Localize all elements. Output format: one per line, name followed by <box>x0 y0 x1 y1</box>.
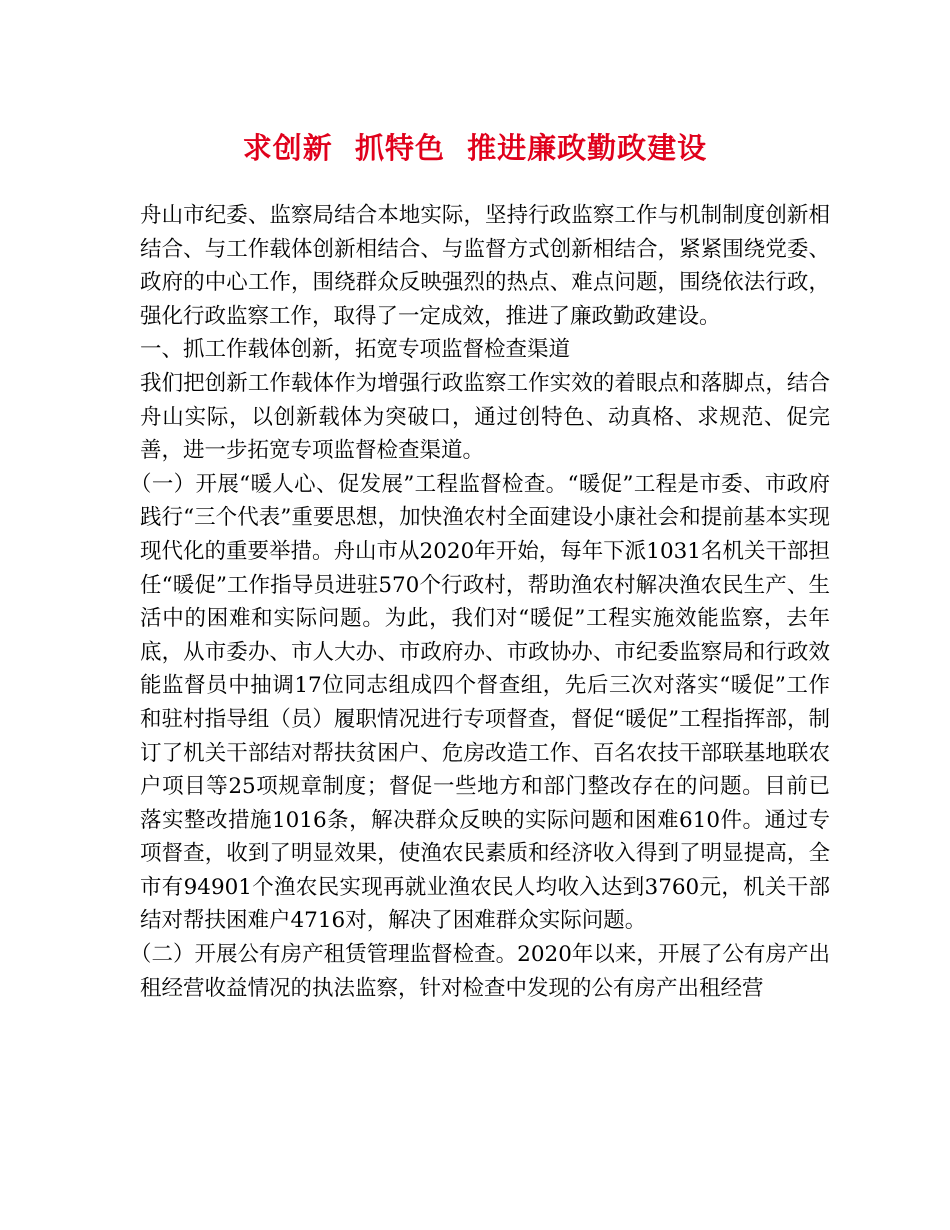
section-heading-1: 一、抓工作载体创新，拓宽专项监督检查渠道 <box>140 337 571 363</box>
document-title: 求创新 抓特色 推进廉政勤政建设 <box>242 131 708 165</box>
intro-paragraph: 舟山市纪委、监察局结合本地实际，坚持行政监察工作与机制制度创新相结合、与工作载体创新相结合、与监督方式创新相结合，紧紧围绕党委、政府的中心工作，围绕群众反映强烈的热点、难点问题，围绕依法行政，强化行政监察工作，取得了一定成效，推进了廉政勤政建设。 <box>140 203 830 329</box>
section-1-intro-paragraph: 我们把创新工作载体作为增强行政监察工作实效的着眼点和落脚点，结合舟山实际，以创新载体为突破口，通过创特色、动真格、求规范、促完善，进一步拓宽专项监督检查渠道。 <box>140 370 830 464</box>
subsection-1-paragraph: （一）开展“暖人心、促发展”工程监督检查。“暖促”工程是市委、市政府践行“三个代表”重要思想，加快渔农村全面建设小康社会和提前基本实现现代化的重要举措。舟山市从2020年开始，每年下派1031名机关干部担任“暖促”工作指导员进驻570个行政村，帮助渔农村解决渔农民生产、生活中的困难和实际问题。为此，我们对“暖促”工程实施效能监察，去年底，从市委办、市人大办、市政府办、市政协办、市纪委监察局和行政效能监督员中抽调17位同志组成四个督查组，先后三次对落实“暖促”工作和驻村指导组（员）履职情况进行专项督查，督促“暖促”工程指挥部，制订了机关干部结对帮扶贫困户、危房改造工作、百名农技干部联基地联农户项目等25项规章制度；督促一些地方和部门整改存在的问题。目前已落实整改措施1016条，解决群众反映的实际问题和困难610件。通过专项督查，收到了明显效果，使渔农民素质和经济收入得到了明显提高，全市有94901个渔农民实现再就业渔农民人均收入达到3760元，机关干部结对帮扶困难户4716对，解决了困难群众实际问题。 <box>130 471 830 934</box>
subsection-2-paragraph: （二）开展公有房产租赁管理监督检查。2020年以来，开展了公有房产出租经营收益情况的执法监察，针对检查中发现的公有房产出租经营 <box>130 942 830 1001</box>
document-body <box>130 199 830 1005</box>
